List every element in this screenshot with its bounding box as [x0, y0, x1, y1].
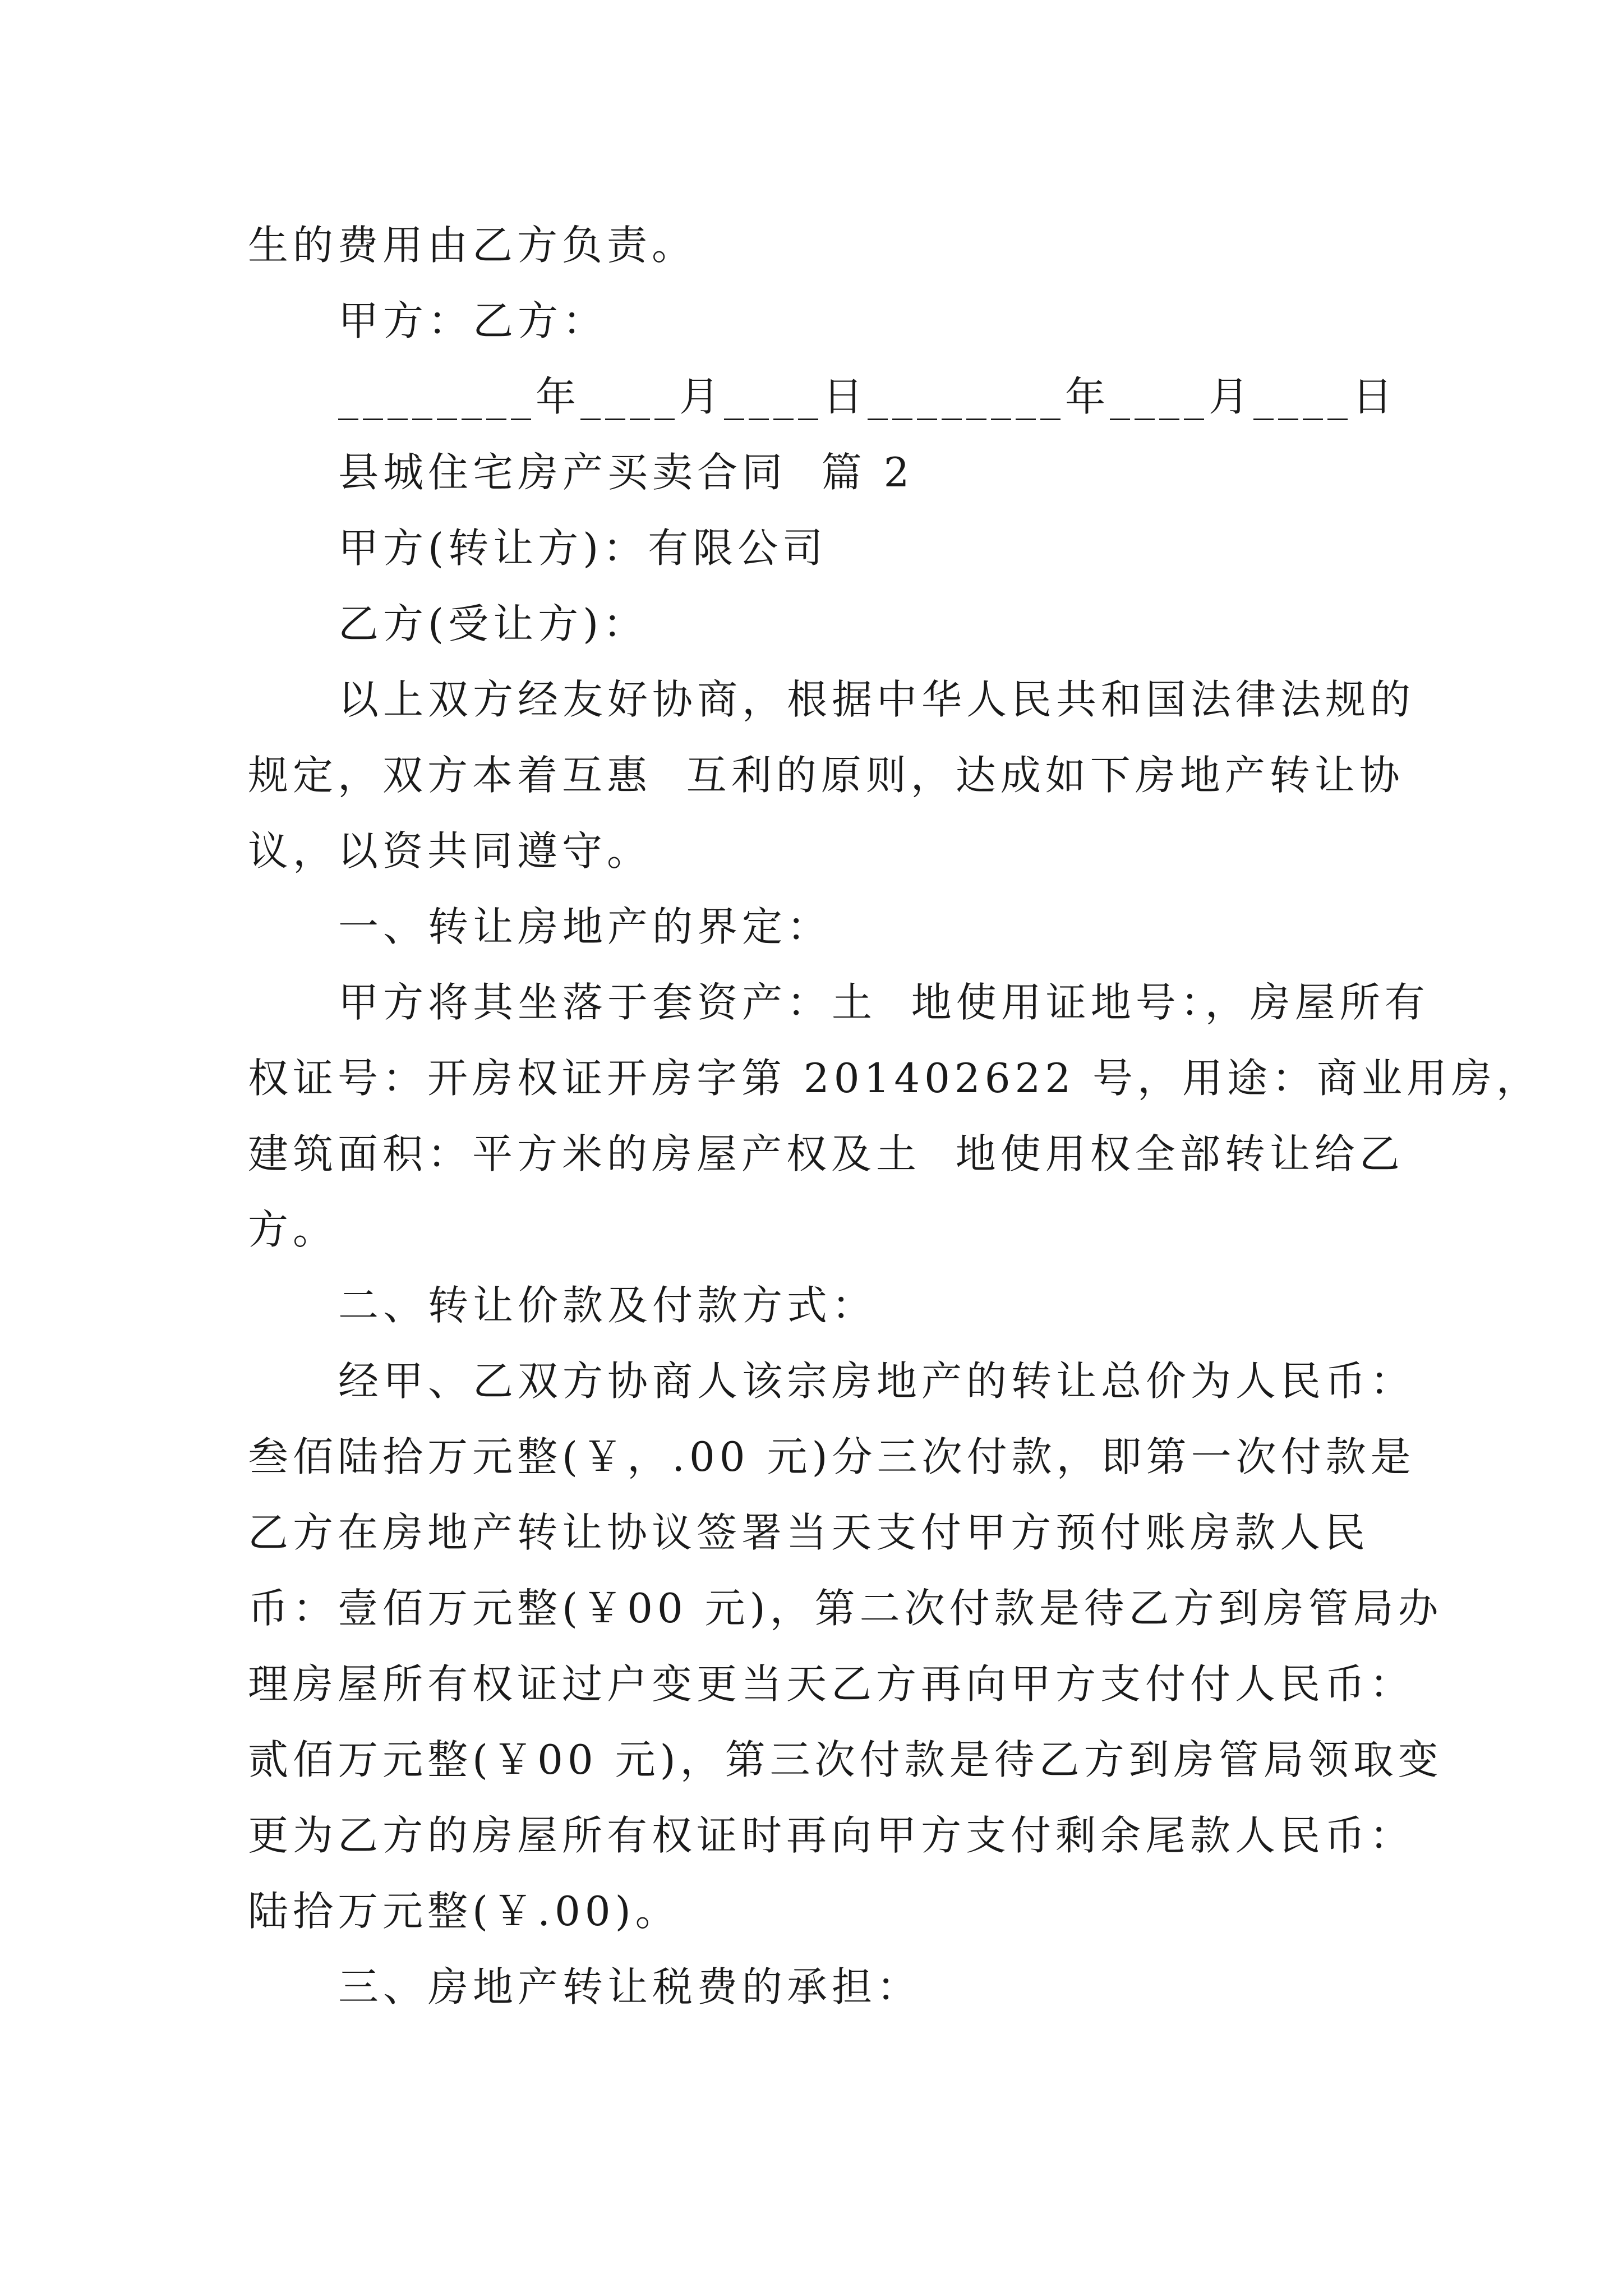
- signature-date-line: ________年____月____日________年____月____日: [338, 373, 1397, 420]
- paragraph-line: 叁佰陆拾万元整(￥，.00 元)分三次付款，即第一次付款是: [248, 1433, 1415, 1480]
- party-b-line: 乙方(受让方)：: [338, 600, 648, 647]
- paragraph-line: 币：壹佰万元整(￥00 元)，第二次付款是待乙方到房管局办: [248, 1585, 1443, 1632]
- paragraph-line: 甲方将其坐落于套资产：土 地使用证地号：，房屋所有: [338, 979, 1430, 1026]
- paragraph-line: 权证号：开房权证开房字第 201402622 号，用途：商业用房，: [248, 1055, 1542, 1102]
- paragraph-line: 以上双方经友好协商，根据中华人民共和国法律法规的: [338, 676, 1415, 723]
- signature-parties-line: 甲方：乙方：: [338, 297, 608, 344]
- paragraph-line: 方。: [248, 1206, 338, 1253]
- clause-heading: 三、房地产转让税费的承担：: [338, 1963, 922, 2010]
- paragraph-line: 议，以资共同遵守。: [248, 827, 652, 875]
- paragraph-line: 陆拾万元整(￥.00)。: [248, 1888, 680, 1935]
- paragraph-line: 规定，双方本着互惠 互利的原则，达成如下房地产转让协: [248, 752, 1404, 799]
- paragraph-line: 乙方在房地产转让协议签署当天支付甲方预付账房款人民: [248, 1509, 1370, 1556]
- paragraph-line: 经甲、乙双方协商人该宗房地产的转让总价为人民币：: [338, 1358, 1415, 1405]
- clause-heading: 二、转让价款及付款方式：: [338, 1282, 877, 1329]
- section-title: 县城住宅房产买卖合同 篇 2: [338, 449, 914, 496]
- paragraph-line: 贰佰万元整(￥00 元)，第三次付款是待乙方到房管局领取变: [248, 1736, 1443, 1783]
- paragraph-line: 更为乙方的房屋所有权证时再向甲方支付剩余尾款人民币：: [248, 1812, 1415, 1859]
- clause-heading: 一、转让房地产的界定：: [338, 903, 832, 950]
- paragraph-line: 理房屋所有权证过户变更当天乙方再向甲方支付付人民币：: [248, 1660, 1415, 1708]
- paragraph-line: 生的费用由乙方负责。: [248, 222, 697, 269]
- paragraph-line: 建筑面积：平方米的房屋产权及土 地使用权全部转让给乙: [248, 1130, 1404, 1177]
- party-a-line: 甲方(转让方)：有限公司: [338, 524, 828, 572]
